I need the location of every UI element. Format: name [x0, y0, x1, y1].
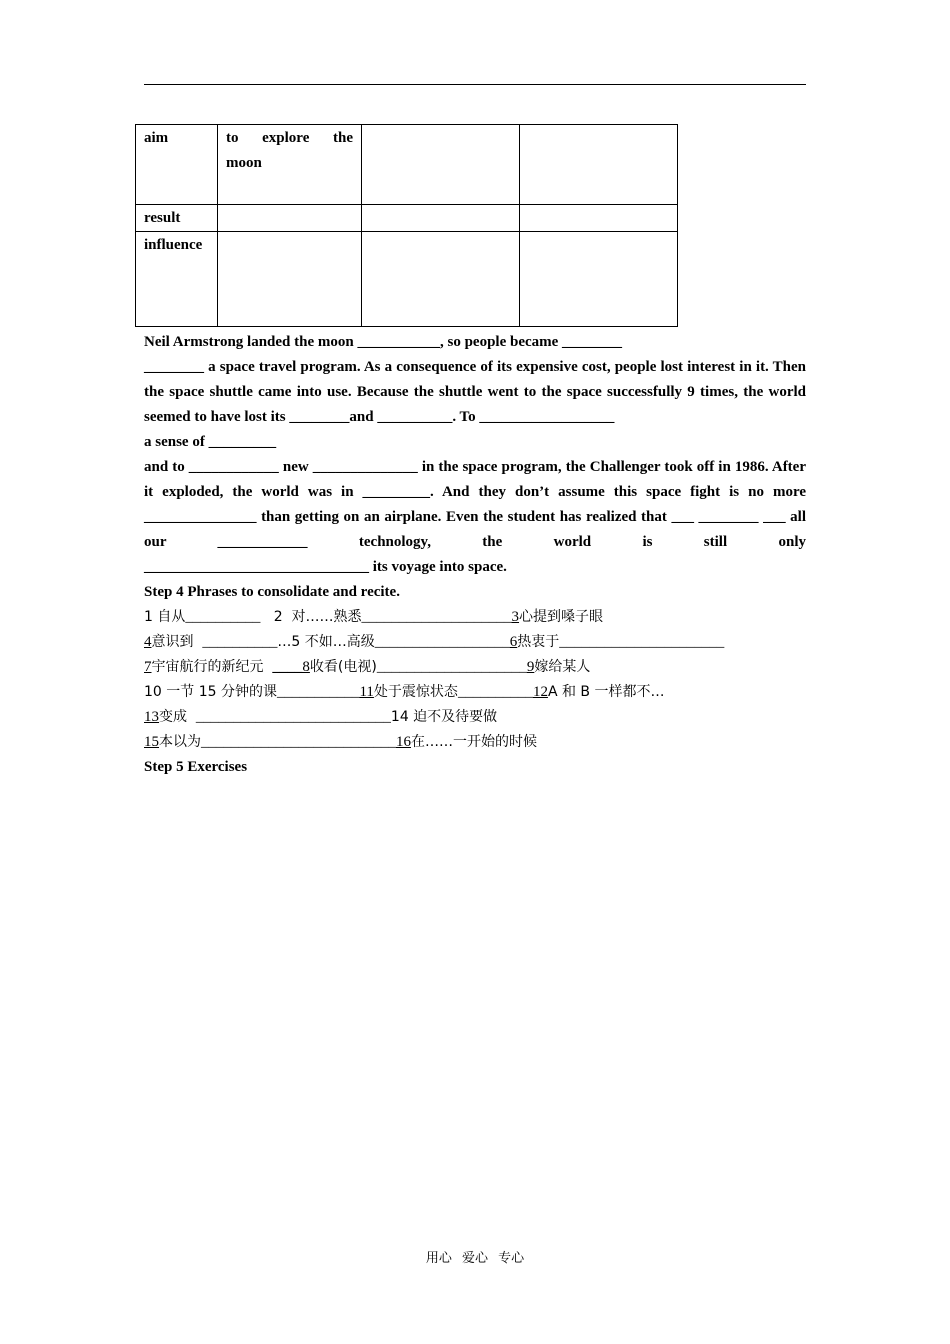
blank: __________	[457, 684, 533, 700]
blank: ____________________	[376, 659, 527, 675]
passage-line: Neil Armstrong landed the moon ___________, so people became ________	[144, 334, 623, 350]
phrase-text: 意识到	[151, 634, 203, 650]
table-cell	[362, 205, 520, 232]
blank: __________________________	[195, 709, 391, 725]
table-cell	[218, 205, 362, 232]
table-cell	[520, 232, 678, 327]
phrase-row	[144, 655, 806, 680]
phrase-text: 1 自从	[144, 609, 186, 625]
table-row	[136, 125, 678, 205]
phrase-text: 宇宙航行的新纪元	[151, 659, 273, 675]
passage-line: ______________________________ its voyage into space.	[144, 559, 507, 575]
phrase-number: 12	[532, 684, 548, 700]
phrase-number: 9	[526, 659, 535, 675]
passage-line: a sense of _________	[144, 434, 277, 450]
table-cell	[218, 232, 362, 327]
phrase-text: 10 一节 15 分钟的课	[144, 684, 277, 700]
row-label: result	[136, 205, 218, 232]
step5-heading: Step 5 Exercises	[144, 759, 248, 775]
blank: __________	[185, 609, 261, 625]
table-row	[136, 232, 678, 327]
phrase-text: 14 迫不及待要做	[390, 709, 498, 725]
phrase-number: 15	[144, 734, 159, 750]
blank: __________________________	[201, 734, 396, 750]
phrase-text: A 和 B 一样都不…	[547, 684, 665, 700]
phrase-row	[144, 630, 806, 655]
phrase-number: ____8	[272, 659, 310, 675]
table-cell	[362, 125, 520, 205]
phrase-row	[144, 730, 806, 755]
row-label: influence	[136, 232, 218, 327]
phrase-row	[144, 680, 806, 705]
phrase-number: 6	[509, 634, 518, 650]
blank: ____________________	[361, 609, 512, 625]
phrase-row	[144, 705, 806, 730]
table-cell	[520, 125, 678, 205]
phrase-text: 嫁给某人	[534, 659, 591, 675]
blank: ______________________	[559, 634, 725, 650]
worksheet-body	[144, 330, 806, 780]
table-cell	[520, 205, 678, 232]
blank: __________________	[374, 634, 510, 650]
table-row	[136, 205, 678, 232]
passage-paragraph: ________ a space travel program. As a consequence of its expensive cost, people lost interest in it. Then the space shuttle came into use. Because the shuttle went to the space successfully 9 times, the world seemed to have lost its ________and __________. To __________________	[144, 359, 806, 425]
cell-text-line: moon	[226, 155, 262, 171]
page-footer: 用心 爱心 专心	[425, 1251, 525, 1266]
row-label: aim	[136, 125, 218, 205]
phrase-text: 心提到嗓子眼	[519, 609, 604, 625]
header-rule	[144, 84, 806, 85]
phrase-text: 2 对……熟悉	[260, 609, 362, 625]
info-table	[135, 124, 678, 327]
blank: ___________	[276, 684, 360, 700]
phrase-text: 在……一开始的时候	[411, 734, 537, 750]
phrase-number: 16	[396, 734, 411, 750]
phrase-text: 本以为	[159, 734, 201, 750]
blank: __________	[202, 634, 278, 650]
phrase-text: 变成	[159, 709, 196, 725]
cell-text-line: to explore the	[226, 130, 353, 146]
phrase-number: 11	[359, 684, 374, 700]
phrase-number: 4	[144, 634, 152, 650]
phrase-row	[144, 605, 806, 630]
phrase-text: 处于震惊状态	[373, 684, 458, 700]
phrase-text: …5 不如…高级	[277, 634, 375, 650]
table-cell	[362, 232, 520, 327]
phrase-number: 13	[144, 709, 159, 725]
phrase-number: 7	[144, 659, 152, 675]
passage-paragraph: and to ____________ new ______________ in the space program, the Challenger took off in 1986. After it exploded, the world was in _________. And they don’t assume this space fight is no more _______________ than getting on an airplane. Even the student has realized that ___ ________ ___ all our ____________ technology, the world is still only	[144, 459, 806, 550]
phrase-text: 收看(电视)	[309, 659, 377, 675]
table-cell	[218, 125, 362, 205]
phrase-number: 3	[511, 609, 520, 625]
step4-heading: Step 4 Phrases to consolidate and recite.	[144, 584, 400, 600]
phrase-text: 热衷于	[517, 634, 560, 650]
